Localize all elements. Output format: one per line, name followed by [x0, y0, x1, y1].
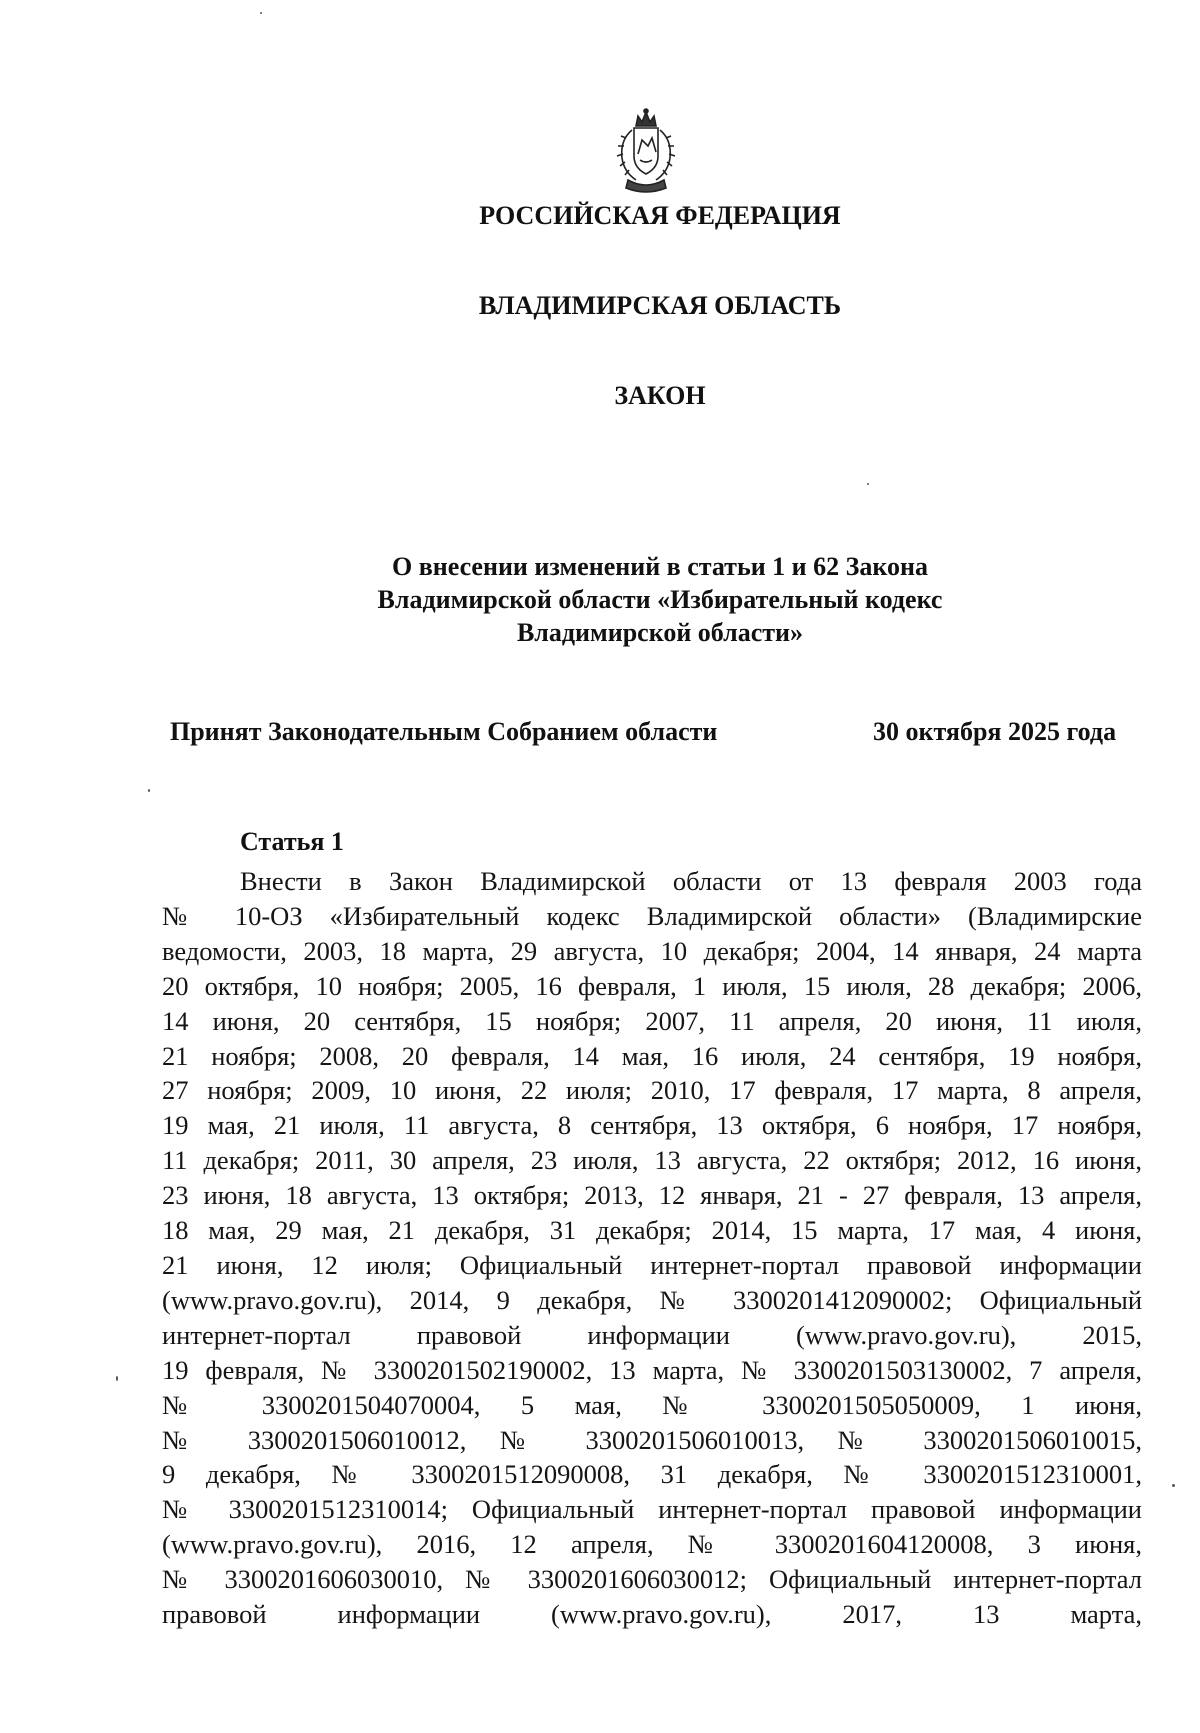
law-title: [300, 550, 1020, 649]
law-title-line: Владимирской области «Избирательный кодекс: [377, 585, 943, 614]
law-title-line: Владимирской области»: [516, 618, 804, 647]
article-text-line: 19 мая, 21 июля, 11 августа, 8 сентября, 13 октября, 6 ноября, 17 ноября,: [162, 1110, 1142, 1141]
scan-speck: [148, 789, 150, 792]
article-text-line: 21 июня, 12 июля; Официальный интернет-портал правовой информации: [162, 1249, 1142, 1280]
article-text-line: 20 октября, 10 ноября; 2005, 16 февраля, 1 июля, 15 июля, 28 декабря; 2006,: [162, 970, 1142, 1001]
scan-speck: [116, 1376, 118, 1381]
article-text-line: ведомости, 2003, 18 марта, 29 августа, 10 декабря; 2004, 14 января, 24 марта: [162, 935, 1142, 966]
scan-speck: [867, 483, 869, 485]
document-type-heading: ЗАКОН: [614, 381, 706, 410]
article-text-line: 27 ноября; 2009, 10 июня, 22 июля; 2010, 17 февраля, 17 марта, 8 апреля,: [162, 1075, 1142, 1106]
law-title-line: О внесении изменений в статьи 1 и 62 Закона: [391, 552, 929, 581]
adopted-by: Принят Законодательным Собранием области: [170, 717, 718, 746]
scan-speck: [260, 12, 262, 14]
article-text-line: 23 июня, 18 августа, 13 октября; 2013, 12 января, 21 - 27 февраля, 13 апреля,: [162, 1180, 1142, 1211]
article-text-line: № 3300201606030010, № 3300201606030012; Официальный интернет-портал: [162, 1564, 1142, 1595]
country-heading: РОССИЙСКАЯ ФЕДЕРАЦИЯ: [479, 201, 841, 230]
article-text-line: 21 ноября; 2008, 20 февраля, 14 мая, 16 июля, 24 сентября, 19 ноября,: [162, 1040, 1142, 1071]
article-body: [162, 864, 1142, 1632]
article-text-line: № 3300201506010012, № 3300201506010013, № 3300201506010015,: [162, 1424, 1142, 1455]
article-text-line: 14 июня, 20 сентября, 15 ноября; 2007, 11 апреля, 20 июня, 11 июля,: [162, 1005, 1142, 1036]
article-text-line: № 3300201504070004, 5 мая, № 3300201505050009, 1 июня,: [162, 1389, 1142, 1420]
article-text-line: Внести в Закон Владимирской области от 13 февраля 2003 года: [240, 866, 1142, 896]
article-text-line: (www.pravo.gov.ru), 2016, 12 апреля, № 3300201604120008, 3 июня,: [162, 1529, 1142, 1560]
article-text-line: (www.pravo.gov.ru), 2014, 9 декабря, № 3300201412090002; Официальный: [162, 1284, 1142, 1315]
article-heading: Статья 1: [240, 827, 344, 856]
adoption-date: 30 октября 2025 года: [873, 717, 1117, 746]
article-text-line: № 10-ОЗ «Избирательный кодекс Владимирской области» (Владимирские: [162, 900, 1142, 931]
article-text-line: 11 декабря; 2011, 30 апреля, 23 июля, 13 августа, 22 октября; 2012, 16 июня,: [162, 1145, 1142, 1176]
article-text-line: № 3300201512310014; Официальный интернет-портал правовой информации: [162, 1494, 1142, 1525]
article-text-line: 9 декабря, № 3300201512090008, 31 декабря, № 3300201512310001,: [162, 1459, 1142, 1490]
article-text-line: интернет-портал правовой информации (www.pravo.gov.ru), 2015,: [162, 1319, 1142, 1350]
article-text-line: правовой информации (www.pravo.gov.ru), 2017, 13 марта,: [162, 1599, 1142, 1630]
region-heading: ВЛАДИМИРСКАЯ ОБЛАСТЬ: [478, 291, 842, 320]
coat-of-arms-icon: [612, 106, 680, 198]
article-text-line: 19 февраля, № 3300201502190002, 13 марта, № 3300201503130002, 7 апреля,: [162, 1354, 1142, 1385]
article-text-line: 18 мая, 29 мая, 21 декабря, 31 декабря; 2014, 15 марта, 17 мая, 4 июня,: [162, 1215, 1142, 1246]
scan-speck: [1172, 1484, 1175, 1487]
